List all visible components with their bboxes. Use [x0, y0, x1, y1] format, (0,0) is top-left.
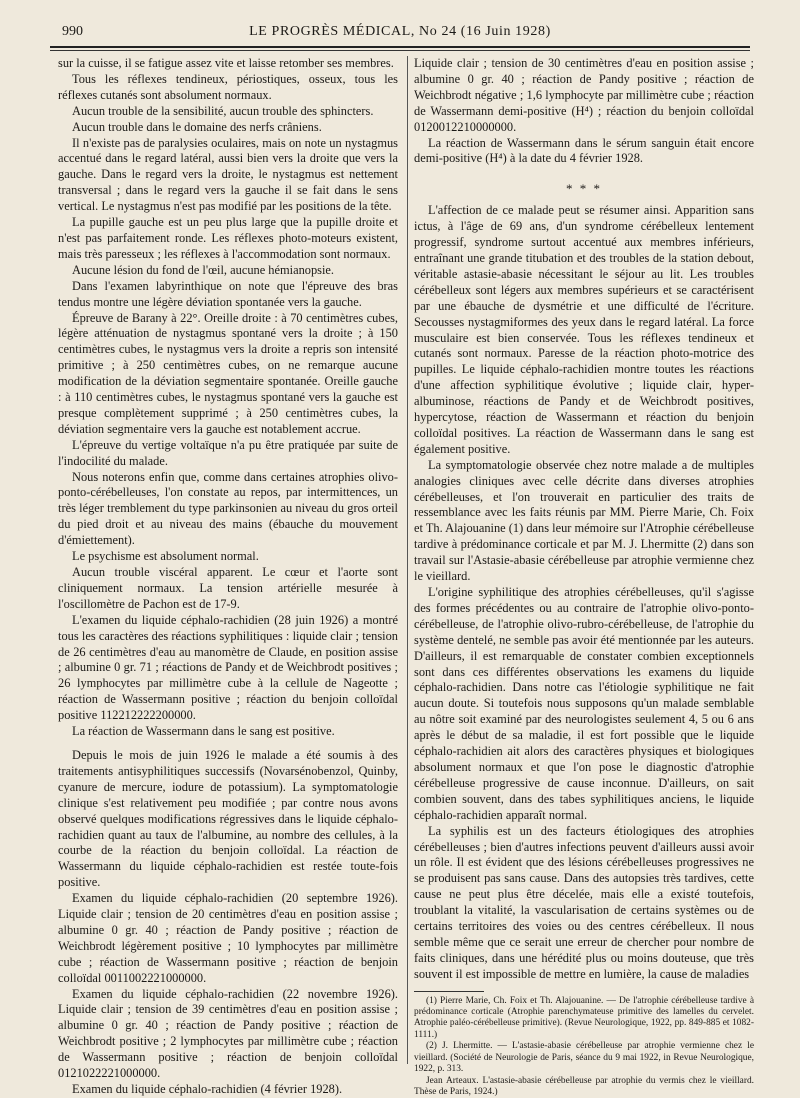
paragraph: sur la cuisse, il se fatigue assez vite et laisse retomber ses membres. — [58, 56, 398, 72]
paragraph: Tous les réflexes tendineux, périostiques, osseux, tous les réflexes cutanés sont absolument normaux. — [58, 72, 398, 104]
right-column — [414, 56, 754, 1076]
paragraph: La réaction de Wassermann dans le sérum sanguin était encore demi-positive (H⁴) à la date du 4 février 1928. — [414, 136, 754, 168]
paragraph: L'épreuve du vertige voltaïque n'a pu être pratiquée par suite de l'indocilité du malade. — [58, 438, 398, 470]
footnote: (2) J. Lhermitte. — L'astasie-abasie cérébelleuse par atrophie vermienne chez le vieillard. (Société de Neurologie de Paris, séance du 9 mai 1922, in Revue Neurologique, 1922, p. 313. — [414, 1041, 754, 1075]
footnote-rule — [414, 991, 484, 992]
footnote: (1) Pierre Marie, Ch. Foix et Th. Alajouanine. — De l'atrophie cérébelleuse tardive à prédominance corticale (Atrophie parenchymateuse primitive des lamelles du cervelet. Atrophie paléo-cérébelleuse primitive). (Revue Neurologique, 1922, pp. 849-885 et 1082-1111.) — [414, 996, 754, 1042]
paragraph: L'affection de ce malade peut se résumer ainsi. Apparition sans ictus, à l'âge de 69 ans, d'un syndrome cérébelleux lentement progressif, syndrome surtout accentué aux membres inférieurs, entraînant une grande titubation et des troubles de la station debout, véritable astasie-abasie nécessitant le séjour au lit. Les troubles cérébelleux sont légers aux membres supérieurs et se caractérisent par une ébauche de dysmétrie et une difficulté de l'écriture. Secousses nystagmiformes des yeux dans le regard latéral. La force musculaire est bien conservée. Tous les réflexes tendineux et cutanés sont normaux. Paresse de la réaction photo-motrice des pupilles. Le liquide céphalo-rachidien montre toutes les réactions d'une affection syphilitique évolutive ; liquide clair, hyper-albuminose, réactions de Pandy et de Weichbrodt positives, hypercytose, réaction de Wassermann et réaction du benjoin colloïdal positives. La réaction de Wassermann dans le sang est également positive. — [414, 203, 754, 458]
paragraph: Liquide clair ; tension de 30 centimètres d'eau en position assise ; albumine 0 gr. 40 ; réaction de Pandy positive ; réaction de Weichbrodt négative ; 1,6 lymphocyte par millimètre cube ; réaction de Wassermann demi-positive (H⁴) ; réaction du benjoin colloïdal 0120012210000000. — [414, 56, 754, 136]
paragraph: Dans l'examen labyrinthique on note que l'épreuve des bras tendus montre une légère déviation spontanée vers la gauche. — [58, 279, 398, 311]
paragraph: Examen du liquide céphalo-rachidien (22 novembre 1926). Liquide clair ; tension de 39 centimètres d'eau en position assise ; albumine 0 gr. 40 ; réaction de Pandy positive ; réaction de Weichbrodt positive ; 2 lymphocytes par millimètre cube ; réaction de Wassermann positive ; réaction de benjoin colloïdal 0121022221000000. — [58, 987, 398, 1082]
paragraph: La syphilis est un des facteurs étiologiques des atrophies cérébelleuses ; bien d'autres infections peuvent d'ailleurs aussi avoir un rôle. Il est évident que des lésions cérébelleuses progressives ne se produisent pas sans cause. Dans des autopsies très tardives, cette cause ne peut plus être décelée, mais elle a existé toutefois, troublant la vitalité, la vascularisation de certains systèmes ou de certains territoires des voies ou des centres cérébelleux. Il nous semble même que ce serait une erreur de chercher pour nombre de faits cliniques, dans une hérédité plus ou moins douteuse, que très souvent il est impossible de mettre en lumière, la cause de maladies — [414, 824, 754, 983]
journal-title: LE PROGRÈS MÉDICAL, No 24 (16 Juin 1928) — [50, 24, 750, 40]
paragraph: Aucun trouble de la sensibilité, aucun trouble des sphincters. — [58, 104, 398, 120]
paragraph: Aucun trouble dans le domaine des nerfs crâniens. — [58, 120, 398, 136]
paragraph: Aucun trouble viscéral apparent. Le cœur et l'aorte sont cliniquement normaux. La tension artérielle mesurée à l'oscillomètre de Pachon est de 17-9. — [58, 565, 398, 613]
paragraph: L'origine syphilitique des atrophies cérébelleuses, qu'il s'agisse des formes précédentes ou au contraire de l'atrophie olivo-ponto-cérébelleuse, de l'atrophie olivo-rubro-cérébelleuse, de l'atrophie du système dentelé, ne semble pas avoir été mentionnée par les auteurs. D'ailleurs, il est remarquable de constater combien exceptionnels sont dans ces différentes observations les examens du liquide céphalo-rachidien. Dans notre cas l'étiologie syphilitique ne fait aucun doute. Si toutefois nous supposons qu'un malade semblable au nôtre soit examiné par des neurologistes seulement 4, 5 ou 6 ans après le début de sa maladie, il est fort possible que le liquide céphalo-rachidien ait alors des caractères physiques et biologiques absolument normaux et que l'on pose le diagnostic d'atrophie cérébelleuse progressive de cause inconnue. D'ailleurs, on sait combien souvent, dans des tabes syphilitiques anciens, le liquide céphalo-rachidien apparaît normal. — [414, 585, 754, 824]
header-rule — [50, 46, 750, 48]
column-divider — [407, 56, 408, 1064]
paragraph: La réaction de Wassermann dans le sang est positive. — [58, 724, 398, 740]
page-number: 990 — [62, 24, 83, 40]
left-column — [58, 56, 398, 1076]
paragraph: La symptomatologie observée chez notre malade a de multiples analogies cliniques avec celle décrite dans diverses atrophies cérébelleuses, et l'on trouverait en particulier des traits de ressemblance avec les faits réunis par MM. Pierre Marie, Ch. Foix et Th. Alajouanine (1) dans leur mémoire sur l'Atrophie cérébelleuse tardive à prédominance corticale et par M. J. Lhermitte (2) dans son travail sur l'Astasie-abasie cérébelleuse par atrophie vermienne chez le vieillard. — [414, 458, 754, 585]
running-header — [50, 22, 750, 42]
header-rule-thin — [50, 50, 750, 51]
paragraph: Nous noterons enfin que, comme dans certaines atrophies olivo-ponto-cérébelleuses, l'on constate au repos, par intermittences, un très léger tremblement du type parkinsonien au niveau du gros orteil du pied droit et au niveau des mains (ébauche du mouvement d'émiettement). — [58, 470, 398, 550]
paragraph: L'examen du liquide céphalo-rachidien (28 juin 1926) a montré tous les caractères des réactions syphilitiques : liquide clair ; tension de 26 centimètres d'eau au manomètre de Claude, en position assise ; albumine 0 gr. 71 ; réactions de Pandy et de Weichbrodt positives ; 26 lymphocytes par millimètre cube à la cellule de Nageotte ; réaction de Wassermann positive ; réaction du benjoin colloïdal positive 112212222200000. — [58, 613, 398, 724]
paragraph: Le psychisme est absolument normal. — [58, 549, 398, 565]
paragraph: Aucune lésion du fond de l'œil, aucune hémianopsie. — [58, 263, 398, 279]
paragraph: Examen du liquide céphalo-rachidien (20 septembre 1926). Liquide clair ; tension de 20 centimètres d'eau en position assise ; albumine 0 gr. 40 ; réaction de Pandy positive ; réaction de Weichbrodt légèrement positive ; 10 lymphocytes par millimètre cube ; réaction de Wassermann positive ; réaction de benjoin colloïdal 0011002221000000. — [58, 891, 398, 986]
paragraph: Depuis le mois de juin 1926 le malade a été soumis à des traitements antisyphilitiques successifs (Novarsénobenzol, Quinby, cyanure de mercure, iodure de potassium). La symptomatologie clinique s'est relativement peu modifiée ; par contre nous avons observé quelques modifications régressives dans le liquide céphalo-rachidien quant au taux de l'albumine, au nombre des cellules, à la courbe de la réaction du benjoin colloïdal. La réaction de Wassermann du liquide céphalo-rachidien est restée toute-fois positive. — [58, 748, 398, 891]
paragraph: Il n'existe pas de paralysies oculaires, mais on note un nystagmus accentué dans le regard latéral, aussi bien vers la droite que vers la gauche. Dans le regard vers la droite, le nystagmus est nettement transversal ; dans le regard vers la gauche il se fait dans le sens vertical. Le nystagmus n'est pas modifié par les positions de la tête. — [58, 136, 398, 216]
footnote: Jean Arteaux. L'astasie-abasie cérébelleuse par atrophie du vermis chez le vieillard. Thèse de Paris, 1924.) — [414, 1076, 754, 1098]
section-separator: * * * — [414, 181, 754, 197]
paragraph: Épreuve de Barany à 22°. Oreille droite : à 70 centimètres cubes, légère atténuation de nystagmus spontané vers la droite ; à 150 centimètres cubes, le nystagmus vers la droite a repris son intensité primitive ; à 250 centimètres cubes, on ne remarque aucune modification de la déviation segmentaire spontanée. Oreille gauche : à 110 centimètres cubes, le nystagmus spontané vers la gauche est presque complètement supprimé ; à 250 centimètres cubes, la déviation segmentaire vers la gauche est notablement accrue. — [58, 311, 398, 438]
paragraph: La pupille gauche est un peu plus large que la pupille droite et n'est pas parfaitement ronde. Les réflexes photo-moteurs existent, mais très paresseux ; les réflexes à l'accommodation sont normaux. — [58, 215, 398, 263]
paragraph: Examen du liquide céphalo-rachidien (4 février 1928). — [58, 1082, 398, 1098]
